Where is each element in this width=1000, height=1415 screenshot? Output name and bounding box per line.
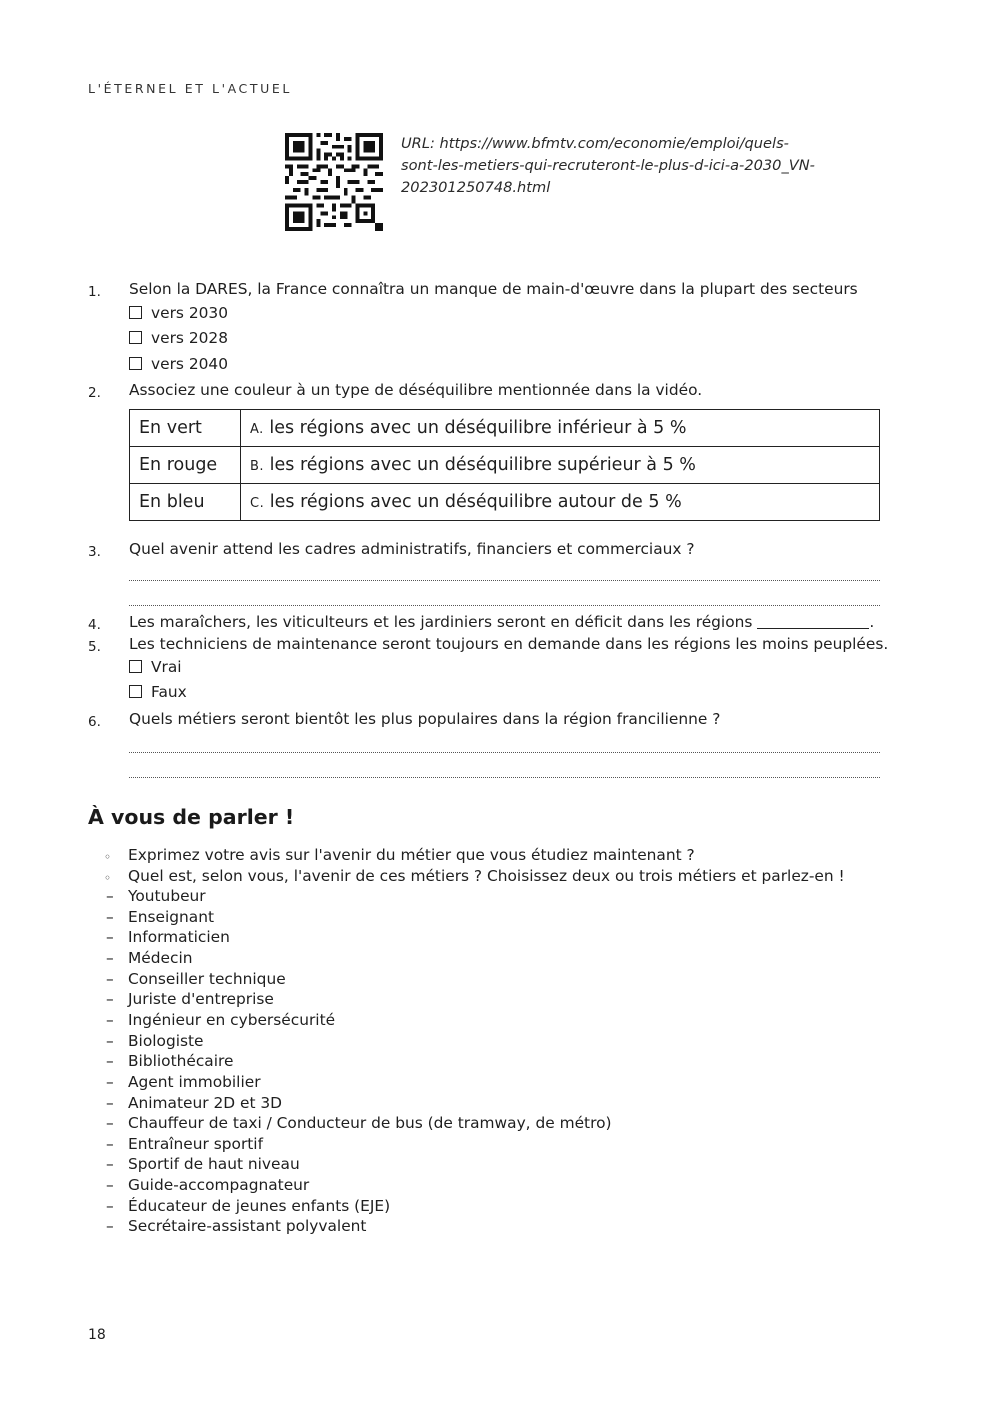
- job-item: Agent immobilier: [128, 1073, 261, 1091]
- description-text: les régions avec un déséquilibre supérieur à 5 %: [269, 455, 696, 475]
- option-letter: B.: [250, 459, 265, 474]
- dash-bullet: –: [106, 970, 114, 988]
- option-label: vers 2028: [151, 329, 228, 347]
- color-cell: En rouge: [130, 447, 241, 484]
- dash-bullet: –: [106, 928, 114, 946]
- job-item: Conseiller technique: [128, 970, 286, 988]
- job-item: Juriste d'entreprise: [128, 990, 274, 1008]
- bullet-icon: ◦: [104, 850, 112, 864]
- question-2-text: Associez une couleur à un type de déséquilibre mentionnée dans la vidéo.: [129, 381, 703, 399]
- page-number: 18: [88, 1327, 106, 1343]
- table-row: [130, 484, 880, 521]
- speaking-prompt: Quel est, selon vous, l'avenir de ces métiers ? Choisissez deux ou trois métiers et parlez-en !: [128, 867, 845, 885]
- job-item: Guide-accompagnateur: [128, 1176, 310, 1194]
- option-vers-2030[interactable]: [129, 304, 228, 322]
- dash-bullet: –: [106, 1073, 114, 1091]
- job-item: Médecin: [128, 949, 193, 967]
- speaking-prompt: Exprimez votre avis sur l'avenir du métier que vous étudiez maintenant ?: [128, 846, 695, 864]
- dash-bullet: –: [106, 990, 114, 1008]
- dash-bullet: –: [106, 1155, 114, 1173]
- table-row: [130, 447, 880, 484]
- dash-bullet: –: [106, 1011, 114, 1029]
- dash-bullet: –: [106, 1094, 114, 1112]
- option-label: Faux: [151, 683, 187, 701]
- job-item: Entraîneur sportif: [128, 1135, 264, 1153]
- job-item: Youtubeur: [128, 887, 206, 905]
- checkbox-icon[interactable]: [129, 331, 142, 344]
- checkbox-icon[interactable]: [129, 685, 142, 698]
- option-vrai[interactable]: [129, 658, 182, 676]
- question-4-prompt: Les maraîchers, les viticulteurs et les jardiniers seront en déficit dans les régions: [129, 613, 753, 631]
- job-item: Chauffeur de taxi / Conducteur de bus (de tramway, de métro): [128, 1114, 612, 1132]
- question-1-text: Selon la DARES, la France connaîtra un manque de main-d'œuvre dans la plupart des secteurs: [129, 280, 858, 298]
- dash-bullet: –: [106, 1114, 114, 1132]
- job-item: Sportif de haut niveau: [128, 1155, 300, 1173]
- job-item: Ingénieur en cybersécurité: [128, 1011, 336, 1029]
- option-vers-2028[interactable]: [129, 329, 228, 347]
- question-6-text: Quels métiers seront bientôt les plus populaires dans la région francilienne ?: [129, 710, 721, 728]
- question-number: 2.: [88, 385, 101, 401]
- color-cell: En bleu: [130, 484, 241, 521]
- bullet-icon: ◦: [104, 871, 112, 885]
- job-item: Éducateur de jeunes enfants (EJE): [128, 1197, 391, 1215]
- dash-bullet: –: [106, 908, 114, 926]
- question-number: 5.: [88, 639, 101, 655]
- section-title: À vous de parler !: [88, 805, 295, 829]
- description-text: les régions avec un déséquilibre autour de 5 %: [269, 492, 682, 512]
- question-number: 4.: [88, 617, 101, 633]
- checkbox-icon[interactable]: [129, 357, 142, 370]
- question-number: 1.: [88, 284, 101, 300]
- url-line: 202301250748.html: [401, 179, 551, 196]
- option-label: Vrai: [151, 658, 182, 676]
- answer-line[interactable]: [129, 580, 880, 581]
- dash-bullet: –: [106, 949, 114, 967]
- color-matching-table: [129, 409, 880, 521]
- dash-bullet: –: [106, 1197, 114, 1215]
- job-item: Enseignant: [128, 908, 214, 926]
- job-item: Informaticien: [128, 928, 230, 946]
- url-line: sont-les-metiers-qui-recruteront-le-plus-d-ici-a-2030_VN-: [401, 157, 815, 174]
- question-number: 6.: [88, 714, 101, 730]
- job-item: Bibliothécaire: [128, 1052, 234, 1070]
- dash-bullet: –: [106, 1032, 114, 1050]
- checkbox-icon[interactable]: [129, 306, 142, 319]
- job-item: Secrétaire-assistant polyvalent: [128, 1217, 367, 1235]
- url-line: URL: https://www.bfmtv.com/economie/emploi/quels-: [401, 135, 789, 152]
- question-5-text: Les techniciens de maintenance seront toujours en demande dans les régions les moins peuplées.: [129, 635, 889, 653]
- question-4-end: .: [869, 613, 875, 631]
- description-text: les régions avec un déséquilibre inférieur à 5 %: [269, 418, 687, 438]
- dash-bullet: –: [106, 1135, 114, 1153]
- dash-bullet: –: [106, 1052, 114, 1070]
- option-faux[interactable]: [129, 683, 187, 701]
- answer-line[interactable]: [129, 752, 880, 753]
- description-cell: [241, 410, 880, 447]
- url-reference[interactable]: [401, 133, 871, 199]
- dash-bullet: –: [106, 1217, 114, 1235]
- table-row: [130, 410, 880, 447]
- answer-line[interactable]: [129, 777, 880, 778]
- checkbox-icon[interactable]: [129, 660, 142, 673]
- answer-line[interactable]: [129, 605, 880, 606]
- job-item: Animateur 2D et 3D: [128, 1094, 283, 1112]
- dash-bullet: –: [106, 1176, 114, 1194]
- question-number: 3.: [88, 544, 101, 560]
- description-cell: [241, 484, 880, 521]
- option-letter: C.: [250, 496, 265, 511]
- job-item: Biologiste: [128, 1032, 204, 1050]
- qr-code-icon: [285, 133, 383, 231]
- question-4-text: [129, 612, 874, 633]
- option-vers-2040[interactable]: [129, 355, 228, 373]
- option-label: vers 2030: [151, 304, 228, 322]
- option-label: vers 2040: [151, 355, 228, 373]
- fill-in-blank[interactable]: [757, 614, 869, 629]
- running-header: L'ÉTERNEL ET L'ACTUEL: [88, 81, 292, 96]
- description-cell: [241, 447, 880, 484]
- question-3-text: Quel avenir attend les cadres administratifs, financiers et commerciaux ?: [129, 540, 695, 558]
- dash-bullet: –: [106, 887, 114, 905]
- option-letter: A.: [250, 422, 264, 437]
- color-cell: En vert: [130, 410, 241, 447]
